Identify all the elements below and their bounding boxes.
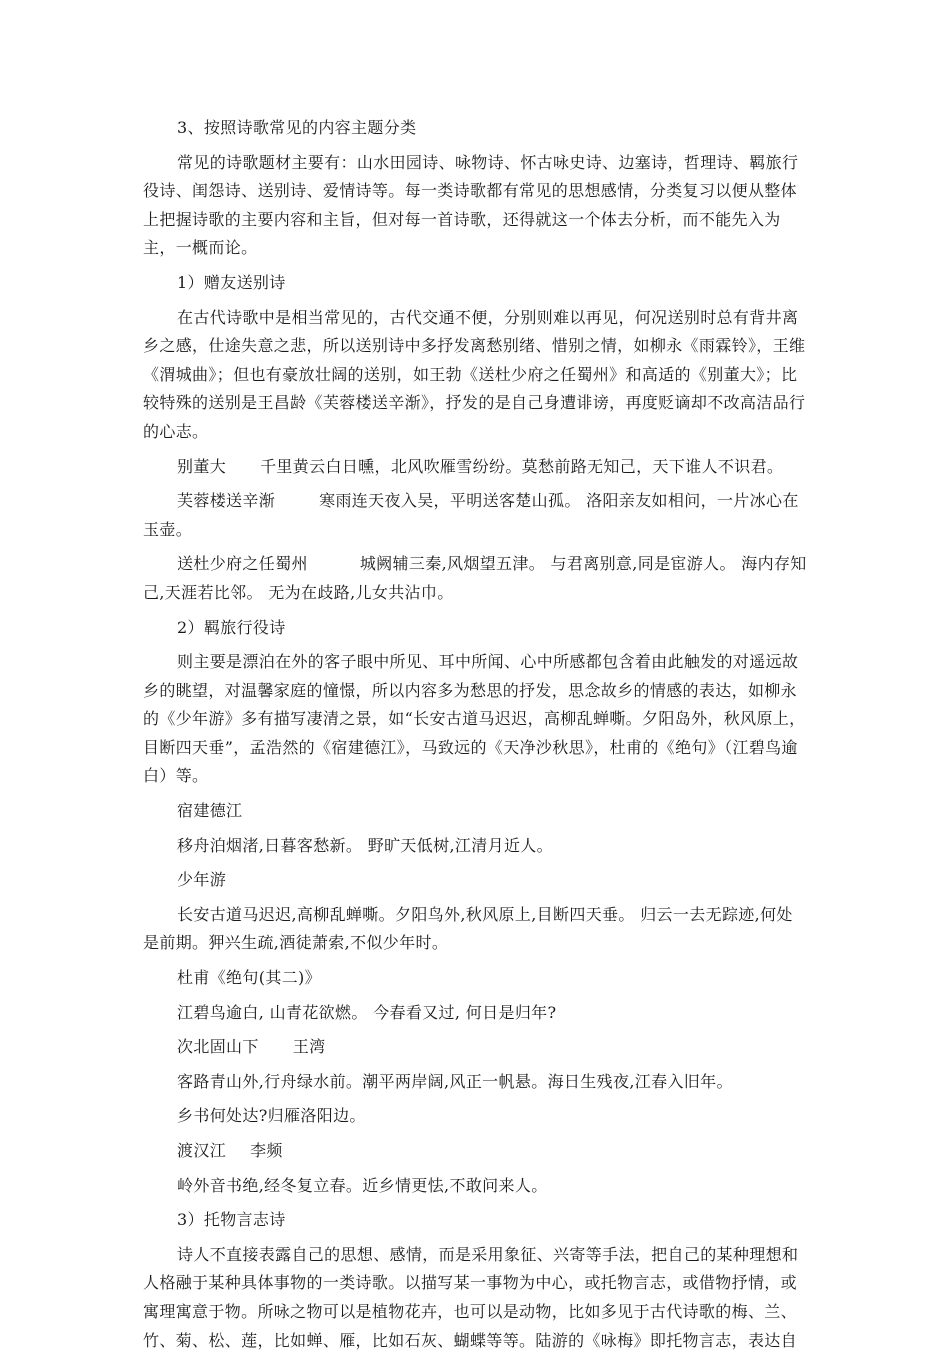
poem-title: 芙蓉楼送辛渐	[177, 491, 276, 511]
section-heading: 3、按照诗歌常见的内容主题分类	[177, 118, 417, 137]
poem-author: 李频	[250, 1141, 283, 1160]
poem-title: 少年游	[177, 870, 227, 890]
poem-title: 渡汉江	[177, 1141, 227, 1160]
poem-title: 次北固山下	[177, 1037, 259, 1057]
document-body	[143, 114, 807, 1361]
poem-text: 客路青山外,行舟绿水前。潮平两岸阔,风正一帆悬。海日生残夜,江春入旧年。	[177, 1071, 733, 1091]
poem-text: 乡书何处达?归雁洛阳边。	[177, 1106, 366, 1126]
poem-text: 移舟泊烟渚,日暮客愁新。 野旷天低树,江清月近人。	[177, 835, 554, 855]
subheading-travel-poems: 2）羁旅行役诗	[177, 617, 286, 637]
poem-text: 江碧鸟逾白, 山青花欲燃。 今春看又过, 何日是归年?	[177, 1002, 557, 1022]
travel-poems-paragraph: 则主要是漂泊在外的客子眼中所见、耳中所闻、心中所感都包含着由此触发的对遥远故乡的眺望，对温馨家庭的憧憬，所以内容多为愁思的抒发，思念故乡的情感的表达，如柳永的《少年游》多有描写凄清之景，如“长安古道马迟迟，高柳乱蝉嘶。夕阳岛外，秋风原上，目断四天垂”，孟浩然的《宿建德江》，马致远的《天净沙秋思》，杜甫的《绝句》（江碧鸟逾白）等。	[143, 652, 806, 786]
farewell-poems-paragraph: 在古代诗歌中是相当常见的，古代交通不便，分别则难以再见，何况送别时总有背井离乡之感，仕途失意之悲，所以送别诗中多抒发离愁别绪、惜别之情，如柳永《雨霖铃》，王维《渭城曲》；但也有豪放壮阔的送别，如王勃《送杜少府之任蜀州》和高适的《别董大》；比较特殊的送别是王昌龄《芙蓉楼送辛渐》，抒发的是自己身遭诽谤，再度贬谪却不改高洁品行的心志。	[143, 307, 806, 441]
poem-furonglou	[143, 487, 807, 544]
poem-song-du-shaofu	[143, 550, 807, 607]
poem-title: 杜甫《绝句(其二)》	[177, 968, 321, 988]
poem-bie-dong-da	[143, 453, 807, 482]
object-poems-paragraph: 诗人不直接表露自己的思想、感情，而是采用象征、兴寄等手法，把自己的某种理想和人格融于某种具体事物的一类诗歌。以描写某一事物为中心，或托物言志，或借物抒情，或寓理寓意于物。所咏之物可以是植物花卉，也可以是动物，比如多见于古代诗歌的梅、兰、竹、菊、松、莲，比如蝉、雁，比如石灰、蝴蝶等等。陆游的《咏梅》即托物言志，表达自	[143, 1244, 799, 1350]
poem-title: 宿建德江	[177, 801, 243, 821]
poem-title: 别董大	[177, 456, 227, 476]
subheading-farewell-poems: 1）赠友送别诗	[177, 272, 286, 292]
poem-text: 岭外音书绝,经冬复立春。近乡情更怯,不敢问来人。	[177, 1175, 548, 1195]
poem-text: 千里黄云白日曛，北风吹雁雪纷纷。莫愁前路无知己，天下谁人不识君。	[260, 456, 784, 476]
intro-paragraph: 常见的诗歌题材主要有：山水田园诗、咏物诗、怀古咏史诗、边塞诗，哲理诗、羁旅行役诗、闺怨诗、送别诗、爱情诗等。每一类诗歌都有常见的思想感情，分类复习以便从整体上把握诗歌的主要内容和主旨，但对每一首诗歌，还得就这一个体去分析，而不能先入为主，一概而论。	[143, 152, 799, 258]
poem-du-hanjiang	[143, 1137, 807, 1166]
poem-author: 王湾	[292, 1037, 326, 1057]
poem-text: 寒雨连天夜入吴，平明送客楚山孤。 洛阳亲友如相问，一片冰心在玉壶。	[143, 491, 799, 539]
poem-text: 城阙辅三秦,风烟望五津。 与君离别意,同是宦游人。 海内存知己,天涯若比邻。 无为在歧路,儿女共沾巾。	[143, 554, 807, 602]
subheading-object-poems: 3）托物言志诗	[177, 1210, 286, 1230]
poem-title: 送杜少府之任蜀州	[177, 554, 308, 574]
poem-ci-beigushan	[143, 1033, 807, 1062]
poem-text: 长安古道马迟迟,高柳乱蝉嘶。夕阳鸟外,秋风原上,目断四天垂。 归云一去无踪迹,何处是前期。狎兴生疏,酒徒萧索,不似少年时。	[143, 904, 793, 953]
